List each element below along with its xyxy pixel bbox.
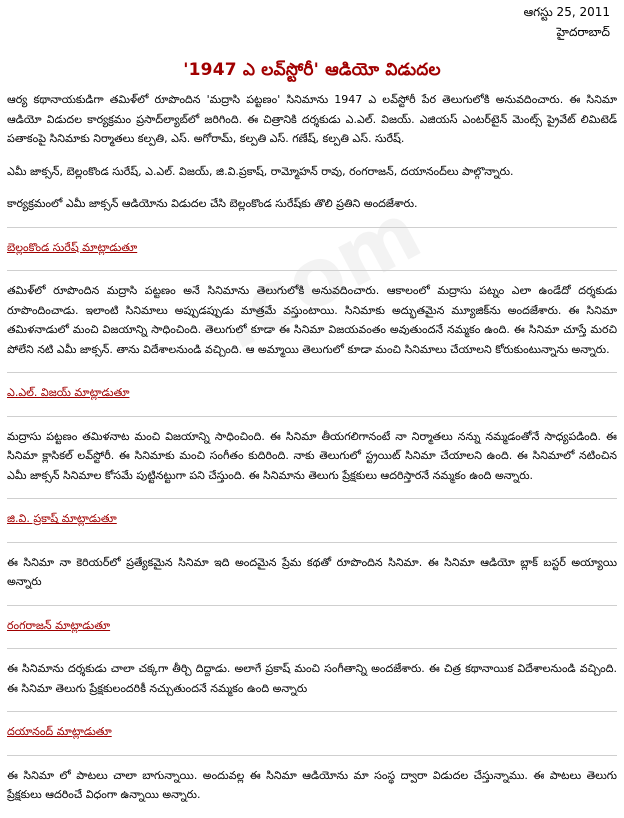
divider — [7, 416, 617, 417]
speaker-paragraph: మద్రాసు పట్టణం తమిళనాట మంచి విజయాన్ని సాధించింది. ఈ సినిమా తీయగలిగానంటే నా నిర్మాతలు నన్ను నమ్మడంతోనే సాధ్యపడింది. ఈ సినిమా క్లాసికల్ లవ్‌స్టోరీ. ఈ సినిమాకు మంచి సంగీతం కుదిరింది. నాకు తెలుగులో స్ట్రయిట్ సినిమా చేయాలని ఉంది. ఈ సినిమాలో నటించిన ఎమీ జాక్సన్ సినిమాల కోసమే పుట్టినట్టుగా పని చేస్తుంది. ఈ సినిమాను తెలుగు ప్రేక్షకులు ఆదరిస్తారనే నమ్మకం ఉంది అన్నారు. — [7, 429, 617, 482]
divider — [7, 542, 617, 543]
article-date: ఆగస్టు 25, 2011 — [523, 5, 610, 19]
article-place: హైదరాబాద్ — [556, 25, 610, 39]
divider — [7, 648, 617, 649]
speaker-heading: దయానంద్ మాట్లాడుతూ — [7, 725, 112, 738]
dateline — [524, 2, 610, 42]
intro-paragraph: ఎమీ జాక్సన్, బెల్లంకొండ సురేష్, ఎ.ఎల్. విజయ్, జి.వి.ప్రకాష్, రామ్మోహన్ రావు, రంగరాజన్, దయానంద్‌లు పాల్గొన్నారు. — [7, 164, 514, 178]
divider — [7, 227, 617, 228]
divider — [7, 605, 617, 606]
speaker-paragraph: ఈ సినిమా నా కెరియర్‌లో ప్రత్యేకమైన సినిమా ఇది అందమైన ప్రేమ కథతో రూపొందిన సినిమా. ఈ సినిమా ఆడియో బ్లాక్ బస్టర్ అయ్యాయి అన్నారు — [7, 555, 617, 588]
divider — [7, 270, 617, 271]
speaker-heading: జి.వి. ప్రకాష్ మాట్లాడుతూ — [7, 512, 117, 525]
divider — [7, 498, 617, 499]
divider — [7, 372, 617, 373]
speaker-heading: బెల్లంకొండ సురేష్ మాట్లాడుతూ — [7, 240, 138, 254]
speaker-paragraph: ఈ సినిమా లో పాటలు చాలా బాగున్నాయి. అందువల్ల ఈ సినిమా ఆడియోను మా సంస్థ ద్వారా విడుదల చేస్తున్నాము. ఈ పాటలు తెలుగు ప్రేక్షకులు ఆదరించే విధంగా ఉన్నాయి అన్నారు. — [7, 768, 617, 801]
article-body — [7, 90, 617, 818]
divider — [7, 755, 617, 756]
speaker-heading: రంగరాజన్ మాట్లాడుతూ — [7, 618, 111, 632]
intro-paragraph: కార్యక్రమంలో ఎమీ జాక్సన్ ఆడియోను విడుదల చేసి బెల్లంకొండ సురేష్‌కు తొలి ప్రతిని అందజేశారు. — [7, 197, 418, 210]
article-title: '1947 ఎ లవ్‌స్టోరీ' ఆడియో విడుదల — [183, 60, 441, 80]
divider — [7, 711, 617, 712]
intro-paragraph: ఆర్య కథానాయకుడిగా తమిళ్‌లో రూపొందిన 'మద్రాసి పట్టణం' సినిమాను 1947 ఎ లవ్‌స్టోరీ పేర తెలుగులోకి అనువదించారు. ఈ సినిమా ఆడియో విడుదల కార్యక్రమం ప్రసాద్‌ల్యాబ్‌లో జరిగింది. ఈ చిత్రానికి దర్శకుడు ఎ.ఎల్. విజయ్. ఎజియస్ ఎంటర్‌టైన్ మెంట్స్ ప్రైవేట్ లిమిటెడ్ పతాకంపై సినిమాకు నిర్మాతలు కల్పతి, ఎస్. అగోరామ్, కల్పతి ఎస్. గణేష్, కల్పతి ఎస్. సురేష్. — [7, 93, 617, 145]
speaker-paragraph: తమిళ్‌లో రూపొందిన మద్రాసి పట్టణం అనే సినిమాను తెలుగులోకి అనువదించారు. ఆకాలంలో మద్రాసు పట్నం ఎలా ఉండేదో దర్శకుడు రూపొందించాడు. ఇలాంటి సినిమాలు అప్పుడప్పుడు మాత్రమే వస్తుంటాయి. సినిమాకు అద్భుతమైన మ్యూజిక్‌ను అందజేశారు. ఈ సినిమా తమిళనాడులో మంచి విజయాన్ని సాధించింది. తెలుగులో కూడా ఈ సినిమా విజయవంతం అవుతుందనే నమ్మకం ఉంది. ఈ సినిమా చూస్తే మరచి పోలేని నటి ఎమీ జాక్సన్. తాను విదేశాలనుండి వచ్చింది. ఆ అమ్మాయి తెలుగులో కూడా మంచి సినిమాలు చేయాలని కోరుకుంటున్నాను అన్నారు. — [7, 284, 617, 356]
speaker-paragraph: ఈ సినిమాను దర్శకుడు చాలా చక్కగా తీర్చి దిద్దాడు. అలాగే ప్రకాష్ మంచి సంగీతాన్ని అందజేశారు. ఈ చిత్ర కథానాయిక విదేశాలనుండి వచ్చింది. ఈ సినిమా తెలుగు ప్రేక్షకులందరికీ నచ్చుతుందనే నమ్మకం ఉంది అన్నారు — [7, 662, 617, 695]
speaker-heading: ఎ.ఎల్. విజయ్ మాట్లాడుతూ — [7, 386, 130, 399]
